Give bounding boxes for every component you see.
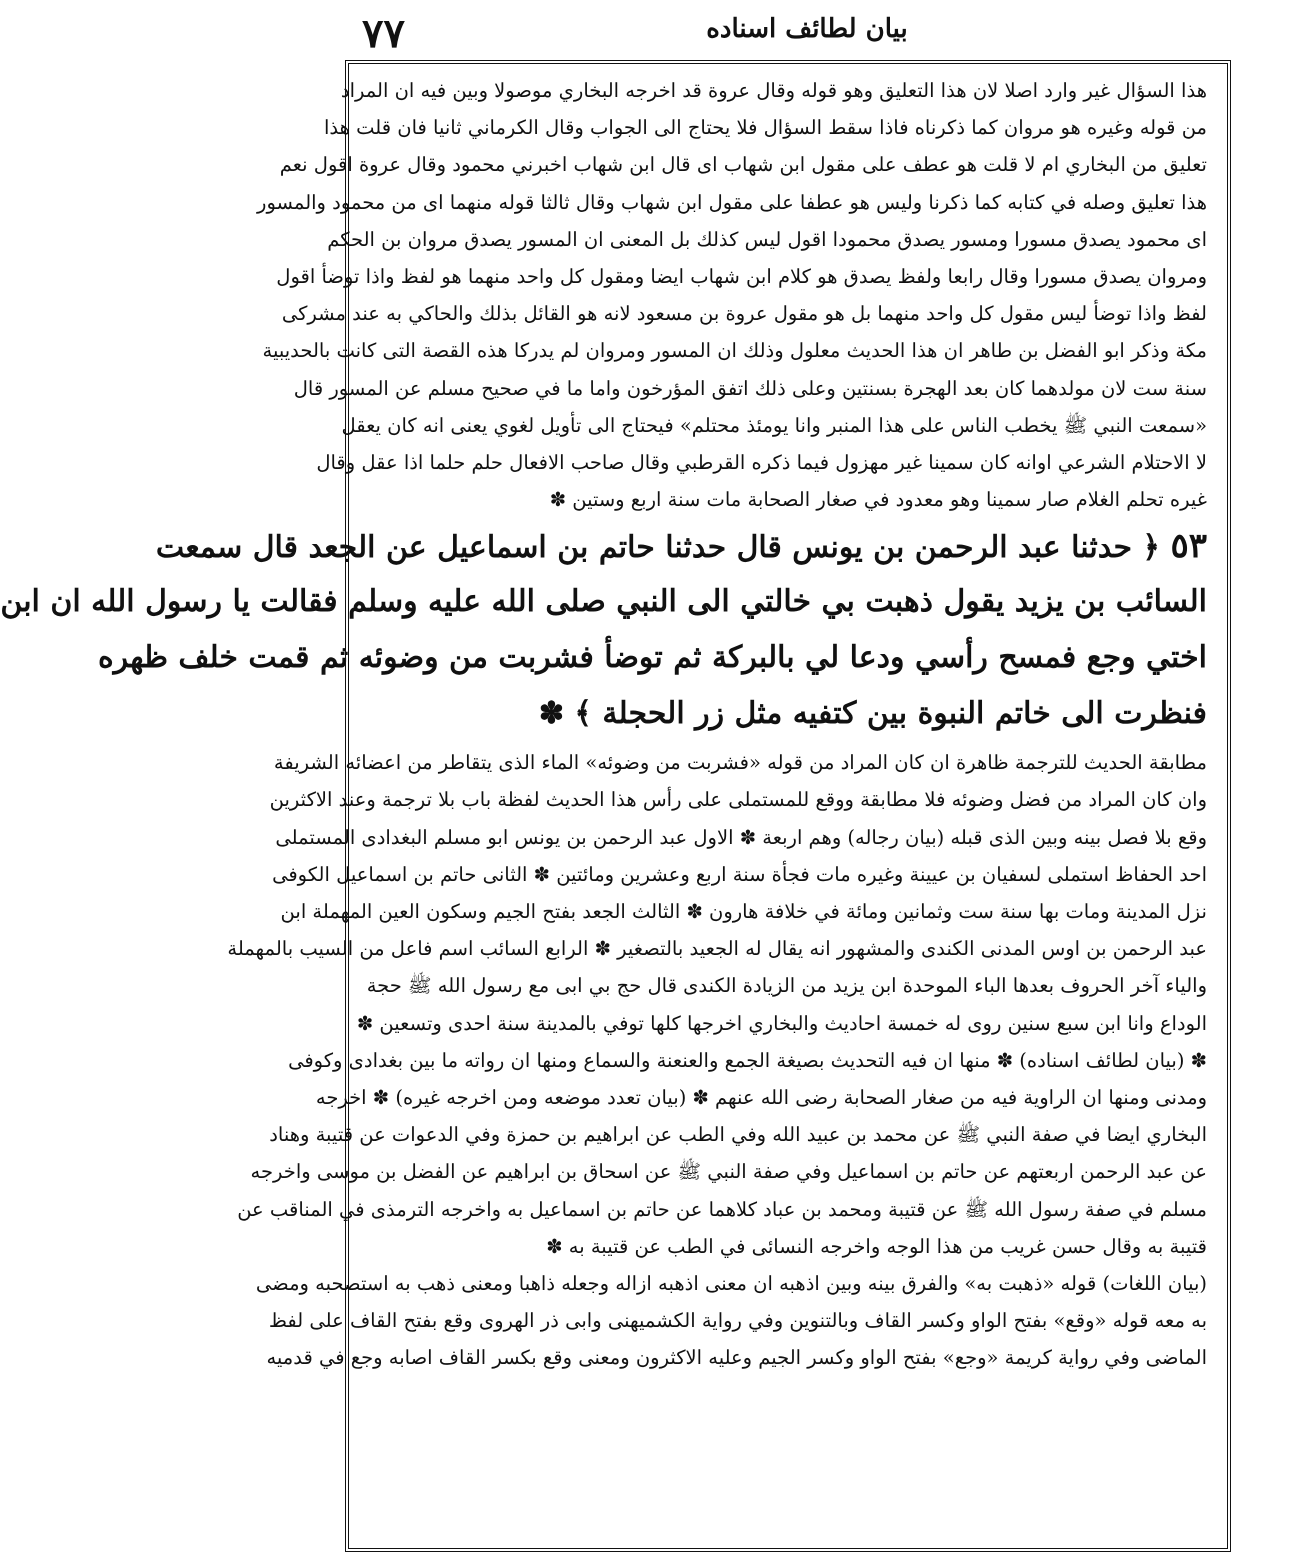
text-line: تعليق من البخاري ام لا قلت هو عطف على مقول ابن شهاب اى قال ابن شهاب اخبرني محمود وقال عروة اقول نعم — [279, 153, 1207, 177]
text-line: وقع بلا فصل بينه وبين الذى قبله (بيان رجاله) وهم اربعة ✽ الاول عبد الرحمن بن يونس ابو مسلم البغدادى المستملى — [275, 825, 1207, 849]
text-line: ومدنى ومنها ان الراوية فيه من صغار الصحابة رضى الله عنهم ✽ (بيان تعدد موضعه ومن اخرجه غيره) ✽ اخرجه — [315, 1085, 1207, 1109]
text-line: مطابقة الحديث للترجمة ظاهرة ان كان المراد من قوله «فشربت من وضوئه» الماء الذى يتقاطر من اعضائه الشريفة — [273, 751, 1207, 775]
text-line: الوداع وانا ابن سبع سنين روى له خمسة احاديث والبخاري اخرجها كلها توفي بالمدينة سنة احدى وتسعين ✽ — [356, 1011, 1207, 1035]
hadith-text — [0, 518, 1207, 742]
text-line: عن عبد الرحمن اربعتهم عن حاتم بن اسماعيل وفي صفة النبي ﷺ عن اسحاق بن ابراهيم عن الفضل بن موسى واخرجه — [250, 1160, 1207, 1184]
running-head: بيان لطائف اسناده — [706, 14, 908, 44]
paragraph-commentary-2 — [227, 744, 1207, 1376]
page-number: ٧٧ — [362, 10, 405, 57]
text-line: نزل المدينة ومات بها سنة ست وثمانين ومائة في خلافة هارون ✽ الثالث الجعد بفتح الجيم وسكون العين المهملة ابن — [280, 900, 1207, 923]
text-line: لا الاحتلام الشرعي اوانه كان سمينا غير مهزول فيما ذكره القرطبي وقال صاحب الافعال حلم حلما اذا عقل وقال — [316, 450, 1207, 474]
text-line: من قوله وغيره هو مروان كما ذكرناه فاذا سقط السؤال فلا يحتاج الى الجواب وقال الكرماني ثانيا فان قلت هذا — [323, 116, 1207, 140]
text-line: الماضى وفي رواية كريمة «وجع» بفتح الواو وكسر الجيم وعليه الاكثرون ومعنى وقع بكسر القاف اصابه وجع في قدميه — [266, 1346, 1207, 1370]
text-line: سنة ست لان مولدهما كان بعد الهجرة بسنتين وعلى ذلك اتفق المؤرخون واما ما في صحيح مسلم عن المسور قال — [293, 376, 1207, 400]
text-line: (بيان اللغات) قوله «ذهبت به» والفرق بينه وبين اذهبه ان معنى اذهبه ازاله وجعله ذاهبا ومعنى ذهب به استصحبه ومضى — [255, 1271, 1207, 1295]
text-line: مكة وذكر ابو الفضل بن طاهر ان هذا الحديث معلول وذلك ان المسور ومروان لم يدركا هذه القصة التى كانت بالحديبية — [262, 339, 1207, 363]
text-line: «سمعت النبي ﷺ يخطب الناس على هذا المنبر وانا يومئذ محتلم» فيحتاج الى تأويل لغوي يعنى انه كان يعقل — [341, 413, 1207, 437]
text-line: هذا تعليق وصله في كتابه كما ذكرنا وليس هو عطفا على مقول ابن شهاب وقال ثالثا قوله منهما اى من محمود والمسور — [257, 190, 1207, 214]
hadith-line — [155, 518, 1207, 574]
text-line: والياء آخر الحروف بعدها الباء الموحدة ابن يزيد من الزيادة الكندى قال حج بي ابى مع رسول الله ﷺ حجة — [366, 974, 1207, 998]
text-line: احد الحفاظ استملى لسفيان بن عيينة وغيره مات فجأة سنة اربع وعشرين ومائتين ✽ الثانى حاتم بن اسماعيل الكوفى — [272, 862, 1207, 886]
text-line: عبد الرحمن بن اوس المدنى الكندى والمشهور انه يقال له الجعيد بالتصغير ✽ الرابع السائب اسم فاعل من السيب بالمهملة — [227, 937, 1207, 961]
hadith-line-text: ﴿ حدثنا عبد الرحمن بن يونس قال حدثنا حاتم بن اسماعيل عن الجعد قال سمعت — [155, 530, 1161, 566]
text-line: لفظ واذا توضأ ليس مقول كل واحد منهما بل هو مقول عروة بن مسعود لانه هو القائل بذلك والحاكي به عند مشركى — [281, 302, 1207, 326]
hadith-line: السائب بن يزيد يقول ذهبت بي خالتي الى النبي صلى الله عليه وسلم فقالت يا رسول الله ان ابن — [0, 584, 1207, 620]
page-body — [0, 72, 1207, 1376]
paragraph-commentary-1 — [257, 72, 1207, 518]
text-line: به معه قوله «وقع» بفتح الواو وكسر القاف وبالتنوين وفي رواية الكشميهنى وابى ذر الهروى وقع بفتح القاف على لفظ — [268, 1309, 1207, 1333]
text-line: قتيبة به وقال حسن غريب من هذا الوجه واخرجه النسائى في الطب عن قتيبة به ✽ — [546, 1234, 1207, 1258]
text-line: وان كان المراد من فضل وضوئه فلا مطابقة ووقع للمستملى على رأس هذا الحديث لفظة باب بلا ترجمة وعند الاكثرين — [269, 788, 1207, 812]
hadith-line: اختي وجع فمسح رأسي ودعا لي بالبركة ثم توضأ فشربت من وضوئه ثم قمت خلف ظهره — [97, 640, 1207, 676]
text-line: ✽ (بيان لطائف اسناده) ✽ منها ان فيه التحديث بصيغة الجمع والعنعنة والسماع ومنها ان رواته ما بين بغدادى وكوفى — [288, 1048, 1207, 1072]
text-line: غيره تحلم الغلام صار سمينا وهو معدود في صغار الصحابة مات سنة اربع وستين ✽ — [549, 488, 1207, 512]
text-line: ومروان يصدق مسورا وقال رابعا ولفظ يصدق هو كلام ابن شهاب ايضا ومقول كل واحد منهما هو لفظ واذا توضأ اقول — [276, 264, 1207, 288]
hadith-line: فنظرت الى خاتم النبوة بين كتفيه مثل زر الحجلة ﴾ ✽ — [538, 696, 1207, 732]
text-line: هذا السؤال غير وارد اصلا لان هذا التعليق وهو قوله وقال عروة قد اخرجه البخاري موصولا وبين فيه ان المراد — [340, 79, 1207, 102]
hadith-number: ٥٣ — [1170, 526, 1207, 567]
text-line: اى محمود يصدق مسورا ومسور يصدق محمودا اقول ليس كذلك بل المعنى ان المسور يصدق مروان بن الحكم — [327, 227, 1207, 251]
text-line: البخاري ايضا في صفة النبي ﷺ عن محمد بن عبيد الله وفي الطب عن ابراهيم بن حمزة وفي الدعوات عن قتيبة وهناد — [269, 1123, 1207, 1147]
text-line: مسلم في صفة رسول الله ﷺ عن قتيبة ومحمد بن عباد كلاهما عن حاتم بن اسماعيل به واخرجه الترمذى في المناقب عن — [237, 1197, 1207, 1221]
